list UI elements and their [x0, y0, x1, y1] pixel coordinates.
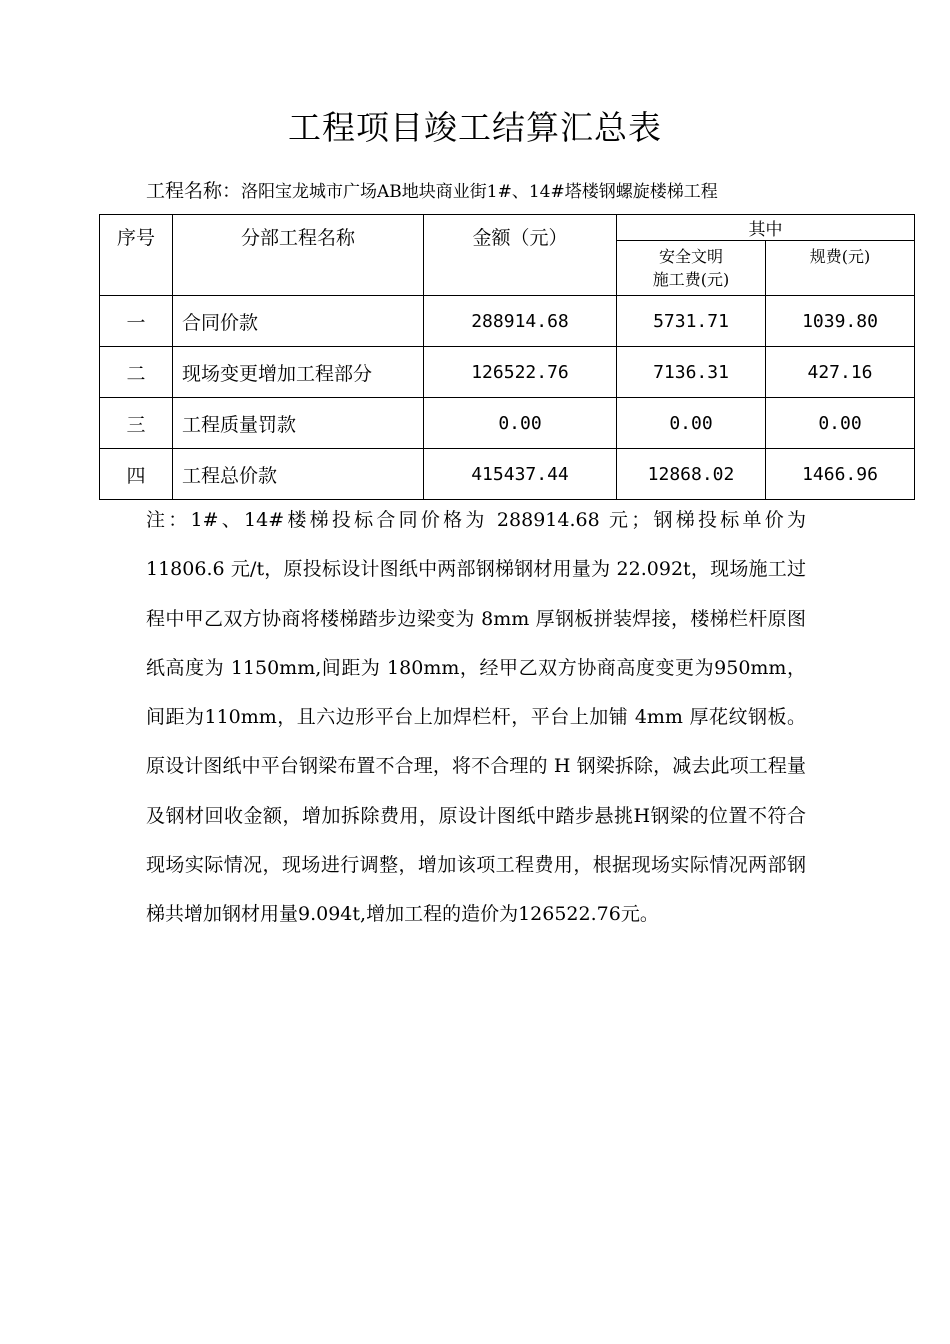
table-row [100, 449, 915, 500]
page-title: 工程项目竣工结算汇总表 [288, 108, 662, 147]
header-amount: 金额（元） [424, 215, 617, 296]
header-safety-fee-line2: 施工费(元) [652, 270, 730, 289]
project-name-line [146, 176, 718, 203]
row-amount: 415437.44 [424, 449, 617, 500]
row-serial-no: 四 [100, 449, 173, 500]
project-name-label: 工程名称： [146, 180, 242, 202]
row-item-name: 合同价款 [173, 296, 424, 347]
settlement-note: 注：1#、14#楼梯投标合同价格为 288914.68 元；钢梯投标单价为11806.6 元/t，原投标设计图纸中两部钢梯钢材用量为 22.092t，现场施工过程中甲乙双方协商将楼梯踏步边梁变为 8mm 厚钢板拼装焊接，楼梯栏杆原图纸高度为 1150mm,间距为 180mm，经甲乙双方协商高度变更为950mm，间距为110mm，且六边形平台上加焊栏杆，平台上加铺 4mm 厚花纹钢板。原设计图纸中平台钢梁布置不合理，将不合理的 H 钢梁拆除，减去此项工程量及钢材回收金额，增加拆除费用，原设计图纸中踏步悬挑H钢梁的位置不符合现场实际情况，现场进行调整，增加该项工程费用，根据现场实际情况两部钢梯共增加钢材用量9.094t,增加工程的造价为126522.76元。 [146, 509, 806, 926]
header-serial-no: 序号 [100, 215, 173, 296]
header-statutory-fee: 规费(元) [766, 241, 915, 296]
row-safety-fee: 7136.31 [617, 347, 766, 398]
row-item-name: 工程质量罚款 [173, 398, 424, 449]
project-name-value: 洛阳宝龙城市广场AB地块商业街1#、14#塔楼钢螺旋楼梯工程 [241, 182, 718, 202]
table-row [100, 296, 915, 347]
row-item-name: 现场变更增加工程部分 [173, 347, 424, 398]
row-statutory-fee: 427.16 [766, 347, 915, 398]
row-safety-fee: 5731.71 [617, 296, 766, 347]
row-serial-no: 二 [100, 347, 173, 398]
row-amount: 288914.68 [424, 296, 617, 347]
header-item-name: 分部工程名称 [173, 215, 424, 296]
row-statutory-fee: 0.00 [766, 398, 915, 449]
row-amount: 126522.76 [424, 347, 617, 398]
settlement-summary-table [99, 214, 915, 500]
row-serial-no: 三 [100, 398, 173, 449]
row-item-name: 工程总价款 [173, 449, 424, 500]
header-safety-fee-line1: 安全文明 [658, 247, 723, 266]
table-row [100, 347, 915, 398]
row-statutory-fee: 1466.96 [766, 449, 915, 500]
row-statutory-fee: 1039.80 [766, 296, 915, 347]
row-amount: 0.00 [424, 398, 617, 449]
row-safety-fee: 12868.02 [617, 449, 766, 500]
header-safety-fee [617, 241, 766, 296]
row-safety-fee: 0.00 [617, 398, 766, 449]
table-row [100, 398, 915, 449]
table-header-row [100, 215, 915, 241]
header-of-which: 其中 [617, 215, 915, 241]
row-serial-no: 一 [100, 296, 173, 347]
